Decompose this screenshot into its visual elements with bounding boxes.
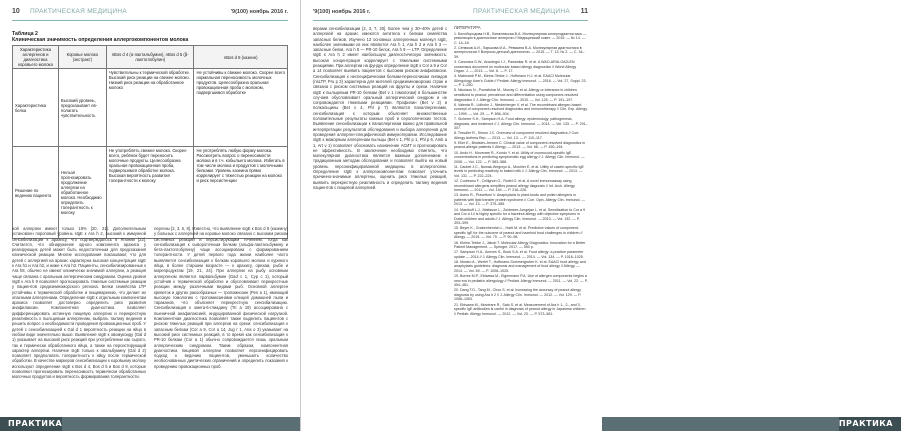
table-cell: Чувствительны к термической обработке. Высокий риск реакции на свежее молоко. Низкий риск реакции на обработанное молоко [106,69,194,147]
body-paragraph: лергены [2, 3, 6, 8]. Известно, что выявление sIgE к Bos d 8 (казеину) у больных с аллергией на коровье молоко связано с высоким риском системных реакций и персистирующим течением, тогда как сенсибилизация к сывороточным белкам (альфа-лактальбумину и бета-лактоглобулину) чаще ассоциирована с формированием толерантности. У детей первого года жизни наиболее часто выявляется сенсибилизация к белкам коровьего молока и куриного яйца, в более старшем возрасте — к арахису, орехам, рыбе и морепродуктам [19, 21, 24]. При аллергии на рыбу основным аллергеном является парвальбумин (Gad c 1, Cyp c 1), который устойчив к термической обработке и обусловливает перекрестные реакции между различными видами рыб. Основной аллерген креветок и других ракообразных — тропомиозин (Pen a 1), имеющий высокую гомологию с тропомиозинами клещей домашней пыли и тараканов, что объясняет перекрестную сенсибилизацию. Сенсибилизация к омега-5-глиадину (Tri a 19) ассоциирована с пшеничной анафилаксией, индуцированной физической нагрузкой. Компонентная диагностика позволяет также выделить пациентов с риском тяжелых реакций при аллергии на орехи: сенсибилизация к запасным белкам (Cor a 9, Cor a 14, Jug r 1, Ana o 3) указывает на высокий риск системных реакций, в то время как сенсибилизация к PR-10 белкам (Cor a 1) обычно сопровождается лишь оральным аллергическим синдромом. Таким образом, компонентная диагностика пищевой аллергии позволяет персонифицировать подход к ведению пациентов, уменьшить количество необоснованных диетических ограничений и определить показания к проведению провокационных проб. [154,226,288,369]
reference-item: 1. Белобородова Н.В., Виталевская В.А. Молекулярная аллергодиагностика — революция в диагностике аллергии // Медицинский совет. — 2015. — № 14. — С. 14–18. [454,31,587,45]
footer-brand: ПРАКТИКА [838,419,893,428]
reference-item: 16. Kleine-Tebbe J., Jakob T. Molecular Allergy Diagnostics: Innovation for a Better Patient Management. — Springer, 2017. — 550 p. [454,240,586,250]
references-section [454,26,588,416]
right-page [301,0,893,431]
body-column-1 [12,226,146,416]
table-row [13,69,288,147]
table-header-cell: Характеристика аллергенов и диагностика коровьего молока [13,46,59,69]
header-rule [12,20,288,21]
footer-brand: ПРАКТИКА [8,419,63,428]
reference-item: 21. Ebisawa M., Movérare R., Sato S. et al. Measurement of Ara h 1-, 2-, and 3-specific IgE antibodies is useful in diagnosis of peanut allergy in Japanese children // Pediatr. Allergy Immunol. — 2012. — Vol. 23. — P. 573–581. [454,302,586,316]
table-cell: Не употреблять свежее молоко. Скорее всего, ребёнок будет переносить молочные продукты. Целесообразна оральная провокационная проба, подвергшимся обработке молока. Высокая вероятность развития толерантности к молоку [106,147,194,239]
page-number: 10 [12,8,20,15]
body-paragraph: ной аллергии имеют только 18% [20, 21]. Дополнительным установлен пороговый уровень sIgE к Ara h 2, высокий к иммунной сенсибилизации к арахису, что подтверждалось в Японии [22]. Считается, что обнаружение одного компонента арахиса у реагирующих детей может быть недостаточным для предсказания клинической реакции. Многие исследования показывают, что для детей с аллергией на арахис характерна высокая концентрация sIgE к Ara h1 и Ara h2, и ниже к Ara h3. Пациенты, сенсибилизированные к Ara h8, обычно не имеют клинически значимой аллергии, а реакция чаще связана с оральным аллергическим синдромом. Оценка уровня sIgE к Ara h 9 позволяет прогнозировать тяжелые системные реакции у пациентов средиземноморского региона. Белки семейства LTP устойчивы к термической обработке и пищеварению, что делает их опасными аллергенами. Определение sIgE к отдельным компонентам арахиса позволяет достоверно определить риск развития анафилаксии. Компонентная диагностика позволяет дифференцировать истинную пищевую аллергию и перекрестную реактивность к пыльцевым аллергенам, выбрать тактику ведения и решить вопрос о необходимости проведения провокационных проб. У детей с сенсибилизацией к Gal d 1 вероятность реакции на яйцо в любом виде значительно выше. Выявление sIgE к овомукоиду (Gal d 1) указывает на высокий риск реакций при употреблении как сырого, так и термически обработанного яйца, а также на персистирующий характер аллергии. Наличие sIgE только к овальбумину (Gal d 2) позволяет предполагать толерантность к яйцу после термической обработки. В качестве маркеров сенсибилизации к коровьему молоку используют определение sIgE к Bos d 4, Bos d 5 и Bos d 8, которые позволяют прогнозировать переносимость термически обработанных молочных продуктов и вероятность формирования толерантности. [12,226,147,380]
reference-item: 12. Codreanu F., Collignon O., Roitel O. et al. A novel immunoassay using recombinant allergens simplifies peanut allergy diagnosis // Int. Arch. Allergy Immunol. — 2011. — Vol. 154. — P. 216–226. [454,179,575,193]
table-header-cell: nBos d 4 (α-лактальбумин), nBos d 5 (β-лактоглобулин) [106,46,194,69]
table-cell: Высокий уровень, предсказывает ев-полагать чувствительность [58,69,106,147]
reference-item: 13. Asero R., Pravettoni V. Anaphylaxis to plant-foods and pollen allergens in patients with lipid transfer protein syndrome // Curr. Opin. Allergy Clin. Immunol. — 2013. — Vol. 13. — P. 379–385. [454,193,586,207]
reference-item: 11. Caubet J.C., Nowak-Wegrzyn A., Moshier E. et al. Utility of casein-specific IgE levels in predicting reactivity to baked milk // J. Allergy Clin. Immunol. — 2013. — Vol. 131. — P. 222–224. [454,164,584,178]
reference-item: 2. Сенюков А.И., Ларькова И.А., Ревякина В.А. Молекулярная диагностика в аллергологии // Вопросы детской диетологии. — 2015. — Т. 13, № 2. — С. 34–39. [454,45,585,59]
page-footer [0,417,300,431]
left-page [0,0,301,431]
reference-item: 9. Eller E., Bindslev-Jensen C. Clinical value of component-resolved diagnostics in peanut-allergic patients // Allergy. — 2013. — Vol. 68. — P. 190–194. [454,140,586,150]
reference-item: 6. Valenta R., Lidholm J., Niederberger V. et al. The recombinant allergen-based concept of component-resolved diagnostics and immunotherapy // Clin. Exp. Allergy. — 1999. — Vol. 29. — P. 896–904. [454,102,588,116]
table-cell: Не устойчивы к свежее молоко. Скорее всего нормальная переносимость молочных продуктов. Целесообразна оральная провокационная проба с молоком, подвергшимся обработке [194,69,288,147]
reference-item: 8. Treudler R., Simon J.C. Overview of component resolved diagnostics // Curr. Allergy Asthma Rep. — 2013. — Vol. 13. — P. 110–117. [454,131,580,140]
reference-item: 7. Sicherer S.H., Sampson H.A. Food allergy: epidemiology, pathogenesis, diagnosis, and treatment // J. Allergy Clin. Immunol. — 2014. — Vol. 133. — P. 291–307. [454,116,588,131]
reference-item: 20. Dang T.D., Tang M., Choo S. et al. Increasing the accuracy of peanut allergy diagnosis by using Ara h 2 // J. Allergy Clin. Immunol. — 2012. — Vol. 129. — P. 1056–1063. [454,288,582,302]
reference-item: 3. Canonica G.W., Ansotegui I.J., Pawankar R. et al. A WAO-ARIA-GA2LEN consensus document on molecular-based allergy diagnostics // World Allergy Organ. J. — 2013. — Vol. 6. — P. 17. [454,60,577,74]
reference-item: 17. Sampson H.A., Aceves S., Bock S.A. et al. Food allergy: a practice parameter update — 2014 // J. Allergy Clin. Immunol. — 2014. — Vol. 134. — P. 1016–1025. [454,250,584,259]
table-row [13,147,288,239]
page-footer [602,417,901,431]
table-row-label: Характеристика белка [13,69,59,147]
table-caption [12,31,288,43]
body-column-2 [154,226,288,416]
reference-item: 5. Nicolaou N., Poorafshar M., Murray C. et al. Allergy or tolerance in children sensitized to peanut: prevalence and differentiation using component-resolved diagnostics // J. Allergy Clin. Immunol. — 2010. — Vol. 125. — P. 191–197. [454,88,579,102]
reference-item: 14. Masthoff L.J., Mattsson L., Zuidmeer-Jongejan L. et al. Sensitization to Cor a 9 and Cor a 14 is highly specific for a hazelnut allergy with objective symptoms in Dutch children and adults // J. Allergy Clin. Immunol. — 2013. — Vol. 132. — P. 393–399. [454,207,585,226]
table-number: Таблица 2 [12,31,38,37]
reference-item: 18. Muraro A., Werfel T., Hoffmann-Sommergruber K. et al. EAACI food allergy and anaphylaxis guidelines: diagnosis and management of food allergy // Allergy. — 2014. — Vol. 69. — P. 1008–1025. [454,259,586,273]
reference-item: 15. Beyer K., Grabenhenrich L., Hartl M. et al. Predictive values of component-specific IgE for the outcome of peanut and hazelnut food challenges in children // Allergy. — 2015. — Vol. 70. — P. 90–98. [454,226,583,240]
reference-item: 19. Borres M.P., Ebisawa M., Eigenmann P.A. Use of allergen components begins a new era in pediatric allergology // Pediatr. Allergy Immunol. — 2011. — Vol. 22. — P. 454–461. [454,274,588,288]
table-header-cell: nBos d 8 (казеин) [194,46,288,69]
issue-info: '9(100) ноябрь 2016 г. [230,9,288,15]
body-paragraph: верами сенсибилизации [2, 3, 7, 20]. Более чем у 30–40% детей с аллергией на арахис имеются антитела к белкам семейства запасных белков. Изучено 13 основных аллергенных молекул sIgE, наиболее значимыми из них являются Ara h 1, Ara h 2 и Ara h 3 — запасные белки, Ara h 8 — PR-10 белок, Ara h 9 — LTP. Определение sIgE к Ara h 2 имеет наибольшую диагностическую значимость: высокая концентрация коррелирует с тяжелыми системными реакциями. При аллергии на фундук определение sIgE к Cor a 9 и Cor a 14 позволяет выявить пациентов с высоким риском анафилаксии. Сенсибилизация к неспецифическим белкам-переносчикам липидов (nsLTP, Pru p 3) характерна для жителей средиземноморских стран и связана с риском системных реакций на фрукты и орехи. Наличие sIgE к пыльцевым PR-10 белкам (Bet v 1 гомологам) в большинстве случаев обусловливает оральный аллергический синдром и не сопровождается тяжелыми реакциями. Профилин (Bet v 2) и полкальцины (Bet v 4, Phl p 7) являются паналлергенами, сенсибилизация к которым объясняет множественные положительные результаты кожных проб и серологических тестов. Выявление сенсибилизации к паналлергенам важно для правильной интерпретации результатов обследования и выбора аллергенов для проведения аллерген-специфической иммунотерапии. Исследование sIgE к мажорным аллергенам пыльцы (Bet v 1, Phl p 1, Phl p 5, Amb a 1, Art v 1) позволяет обосновать назначение АСИТ и прогнозировать ее эффективность. В заключение необходимо отметить, что молекулярная диагностика является важным дополнением к традиционным методам обследования и позволяет выйти на новый уровень персонифицированной медицины в аллергологии. Определение sIgE к аллергокомпонентам помогает уточнить причинно-значимые аллергены, оценить риск тяжелых реакций, выявить перекрестную реактивность и определить тактику ведения пациентов с пищевой аллергией. [313,26,447,190]
table-header-row [13,46,288,69]
table-cell: Не употреблять любую форму молока. Рассмотреть вопрос о переносимости молока и в т.ч. кобыльего молока. Избегать в том числе молока и продуктов с молочными белками. Уровень казеина прямо коррелирует с тяжестью реакции на молоко и риск персистенции [194,147,288,239]
page-number: 11 [580,8,588,15]
body-column-3 [313,26,447,416]
table-title: Клиническая значимость определения аллергокомпонентов молока [12,37,189,43]
references-title: ЛИТЕРАТУРА [454,25,481,30]
reference-item: 4. Matricardi P.M., Kleine-Tebbe J., Hoffmann H.J. et al. EAACI Molecular Allergology User's Guide // Pediatr. Allergy Immunol. — 2016. — Vol. 27, Suppl. 23. — P. 1–250. [454,74,587,88]
table-header-cell: Коровье молоко (экстракт) [58,46,106,69]
running-title: ПРАКТИЧЕСКАЯ МЕДИЦИНА [30,8,127,15]
reference-item: 10. Ando H., Moverare R., Kondo Y. et al. Utility of ovomucoid-specific IgE concentrations in predicting symptomatic egg allergy // J. Allergy Clin. Immunol. — 2008. — Vol. 122. — P. 583–588. [454,150,585,164]
table-cell: Нельзя прогнозировать продолжение аллергии на обработанное молоко. Необходимо определить толерантность к молоку [58,147,106,239]
header-rule [313,20,588,21]
table-row-label: Решение по ведению пациента [13,147,59,239]
running-title: ПРАКТИЧЕСКАЯ МЕДИЦИНА [473,8,570,15]
issue-info: '9(100) ноябрь 2016 г. [313,9,371,15]
references-list [454,32,588,317]
allergen-table [12,45,288,239]
